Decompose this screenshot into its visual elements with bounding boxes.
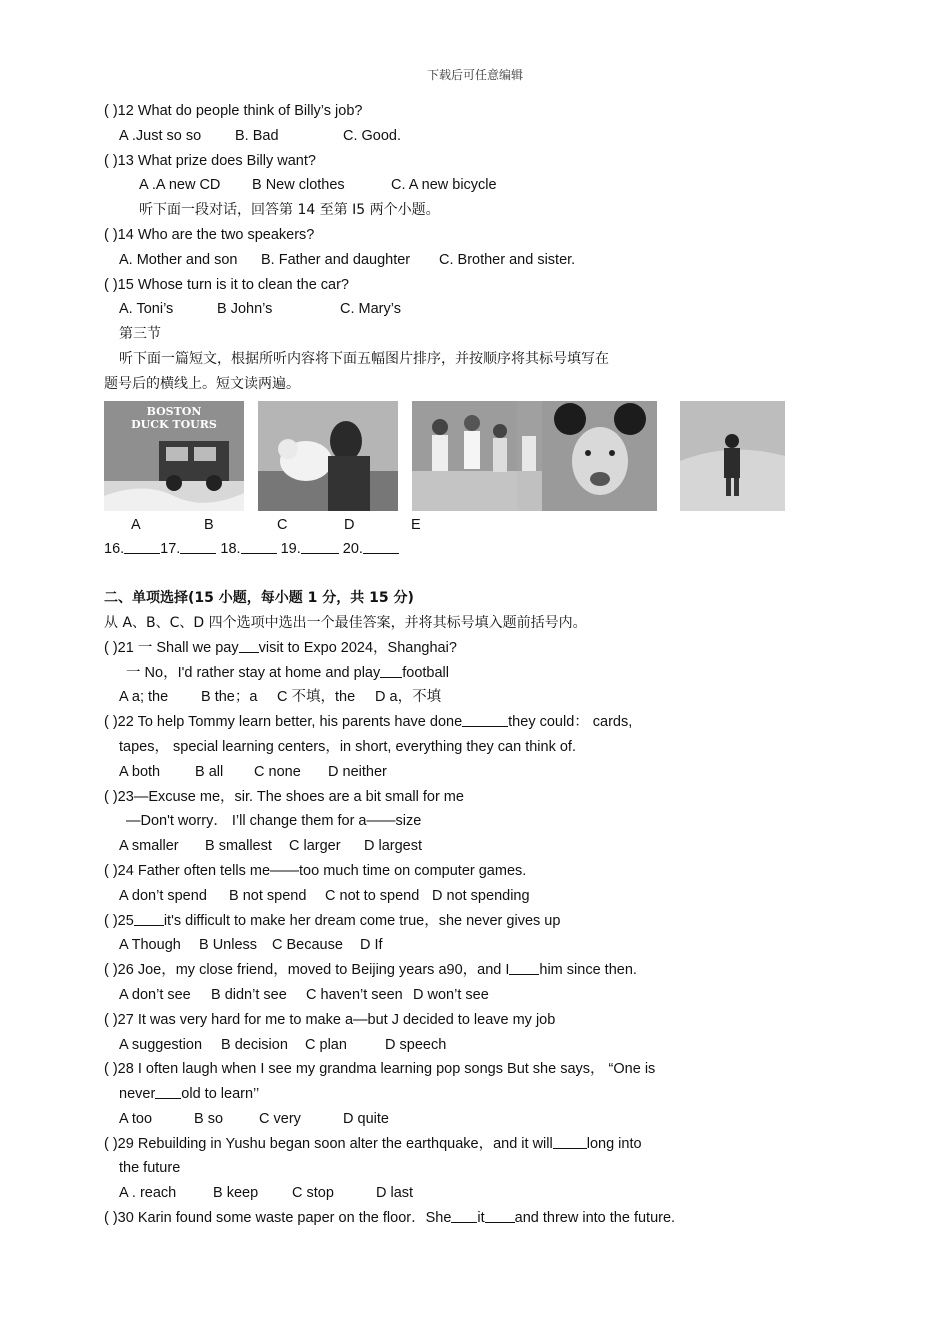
- question-30: ( )30 Karin found some waste paper on the floor．She it and threw into the future.: [104, 1210, 676, 1227]
- football-players-photo: [412, 401, 517, 511]
- option-a: A. Toni’s: [119, 301, 174, 318]
- question-25: ( )25 it's difficult to make her dream come true，she never gives up: [104, 912, 561, 929]
- option-c: C. Mary’s: [340, 301, 401, 318]
- option-b: B all: [195, 763, 224, 780]
- blank-21b[interactable]: [380, 663, 402, 678]
- option-b: B. Bad: [235, 127, 279, 144]
- option-b: B New clothes: [252, 177, 345, 194]
- picture-d: [542, 401, 657, 511]
- options-26: [104, 983, 804, 1008]
- question-29: ( )29 Rebuilding in Yushu began soon alter the earthquake，and it will long into: [104, 1135, 642, 1152]
- blank-30b[interactable]: [485, 1208, 515, 1223]
- option-d: D last: [376, 1185, 414, 1202]
- option-a: A .Just so so: [119, 127, 202, 144]
- answer-blanks-16-20: 16. 17. 18. 19. 20.: [104, 537, 804, 562]
- options-15: [104, 297, 804, 322]
- question-23-line2: —Don't worry． I’ll change them for a——size: [126, 813, 422, 830]
- question-13: ( )13 What prize does Billy want?: [104, 152, 316, 169]
- option-c: C larger: [289, 838, 341, 855]
- option-a: A Though: [119, 937, 181, 954]
- options-13: [104, 173, 804, 198]
- walking-person-photo: [680, 401, 785, 511]
- option-b: B not spend: [229, 887, 307, 904]
- blank-19[interactable]: [301, 539, 339, 554]
- option-a: A too: [119, 1110, 153, 1127]
- question-29-line2: the future: [119, 1160, 181, 1177]
- picture-b: [258, 401, 398, 511]
- option-c: C 不填，the: [277, 689, 356, 706]
- option-a: A don’t see: [119, 986, 191, 1003]
- question-28: ( )28 I often laugh when I see my grandma learning pop songs But she says， “One is: [104, 1061, 656, 1078]
- question-21-line2: 一 No，I'd rather stay at home and play football: [126, 664, 449, 681]
- option-c: C Because: [272, 937, 343, 954]
- blank-30a[interactable]: [451, 1208, 477, 1223]
- options-12: [104, 124, 804, 149]
- option-c: C. A new bicycle: [391, 177, 497, 194]
- option-c: C. Good.: [343, 127, 402, 144]
- option-a: A both: [119, 763, 161, 780]
- option-b: B smallest: [205, 838, 272, 855]
- option-c: C very: [259, 1110, 301, 1127]
- option-d: D not spending: [432, 887, 530, 904]
- option-c: C. Brother and sister.: [439, 251, 576, 268]
- option-a: A smaller: [119, 838, 179, 855]
- picture-c-left: [412, 401, 517, 511]
- mouse-ears-photo: [542, 401, 657, 511]
- question-15: ( )15 Whose turn is it to clean the car?: [104, 276, 349, 293]
- blank-16[interactable]: [124, 539, 160, 554]
- option-b: B John’s: [217, 301, 273, 318]
- picture-c-right: [517, 401, 542, 511]
- question-24: ( )24 Father often tells me——too much time on computer games.: [104, 862, 527, 879]
- question-27: ( )27 It was very hard for me to make a—but J decided to leave my job: [104, 1011, 556, 1028]
- picture-labels: [104, 513, 804, 538]
- option-d: D won’t see: [413, 986, 489, 1003]
- options-28: [104, 1107, 804, 1132]
- blank-25[interactable]: [134, 911, 164, 926]
- option-a: A . reach: [119, 1185, 177, 1202]
- option-c: C stop: [292, 1185, 334, 1202]
- question-22: ( )22 To help Tommy learn better, his parents have done they could： cards,: [104, 714, 633, 731]
- option-d: D speech: [385, 1036, 447, 1053]
- option-c: C none: [254, 763, 301, 780]
- options-21: [104, 685, 804, 710]
- blank-28[interactable]: [155, 1084, 181, 1099]
- option-d: D a，不填: [375, 689, 442, 706]
- question-12: ( )12 What do people think of Billy’s job?: [104, 103, 363, 119]
- picture-a: [104, 401, 244, 511]
- option-b: B keep: [213, 1185, 259, 1202]
- picture-strip: [104, 401, 804, 511]
- option-d: D quite: [343, 1110, 389, 1127]
- question-21: ( )21 一 Shall we pay visit to Expo 2024，Shanghai?: [104, 639, 457, 656]
- option-d: D largest: [364, 838, 423, 855]
- option-b: B the；a: [201, 689, 258, 706]
- question-26: ( )26 Joe，my close friend，moved to Beijing years a90，and I him since then.: [104, 962, 637, 979]
- picture-e: [680, 401, 785, 511]
- part-2-heading: 二、单项选择(15 小题，每小题 1 分，共 15 分): [104, 590, 414, 607]
- option-b: B decision: [221, 1036, 288, 1053]
- option-a: A suggestion: [119, 1036, 203, 1053]
- options-23: [104, 834, 804, 859]
- person-with-dog-photo: [258, 401, 398, 511]
- duck-tour-photo: [104, 401, 244, 511]
- part-2-instruction: 从 A、B、C、D 四个选项中选出一个最佳答案，并将其标号填入题前括号内。: [104, 614, 587, 631]
- option-c: C plan: [305, 1036, 347, 1053]
- options-27: [104, 1033, 804, 1058]
- question-28-line2: never old to learn’’: [119, 1086, 260, 1103]
- options-29: [104, 1181, 804, 1206]
- options-22: [104, 760, 804, 785]
- label-d: D: [344, 516, 355, 533]
- option-a: A .A new CD: [139, 177, 221, 194]
- option-b: B so: [194, 1110, 224, 1127]
- option-c: C haven’t seen: [306, 986, 403, 1003]
- label-b: B: [204, 516, 214, 533]
- options-25: [104, 933, 804, 958]
- option-d: D If: [360, 937, 383, 954]
- section-3-instruction: 听下面一篇短文，根据所听内容将下面五幅图片排序，并按顺序将其标号填写在: [119, 350, 609, 367]
- picture-a-text-line1: BOSTON: [146, 404, 202, 418]
- option-a: A. Mother and son: [119, 251, 238, 268]
- picture-a-text-line2: DUCK TOURS: [131, 417, 217, 431]
- blank-26[interactable]: [509, 960, 539, 975]
- page-header: 下载后可任意编辑: [426, 68, 523, 82]
- option-b: B didn’t see: [211, 986, 287, 1003]
- label-e: E: [411, 516, 421, 533]
- option-b: B Unless: [199, 937, 258, 954]
- option-c: C not to spend: [325, 887, 420, 904]
- question-23: ( )23—Excuse me，sir. The shoes are a bit small for me: [104, 788, 464, 805]
- exam-content: [104, 99, 804, 1231]
- football-player-photo: [517, 401, 542, 511]
- label-c: C: [277, 516, 288, 533]
- blank-20[interactable]: [363, 539, 399, 554]
- question-14: ( )14 Who are the two speakers?: [104, 226, 315, 243]
- option-a: A a; the: [119, 689, 169, 706]
- options-24: [104, 884, 804, 909]
- dialog-note: 听下面一段对话，回答第 14 至第 I5 两个小题。: [139, 202, 440, 219]
- option-d: D neither: [328, 763, 387, 780]
- blank-18[interactable]: [241, 539, 277, 554]
- blank-22[interactable]: [462, 712, 508, 727]
- label-a: A: [131, 516, 141, 533]
- option-a: A don’t spend: [119, 887, 207, 904]
- blank-21a[interactable]: [239, 638, 259, 653]
- section-3-title: 第三节: [119, 326, 161, 343]
- question-22-line2: tapes， special learning centers，in short, everything they can think of.: [119, 738, 576, 755]
- section-3-instruction-cont: 题号后的横线上。短文读两遍。: [104, 375, 300, 392]
- option-b: B. Father and daughter: [261, 251, 411, 268]
- blank-29[interactable]: [553, 1134, 587, 1149]
- options-14: [104, 248, 804, 273]
- blank-17[interactable]: [180, 539, 216, 554]
